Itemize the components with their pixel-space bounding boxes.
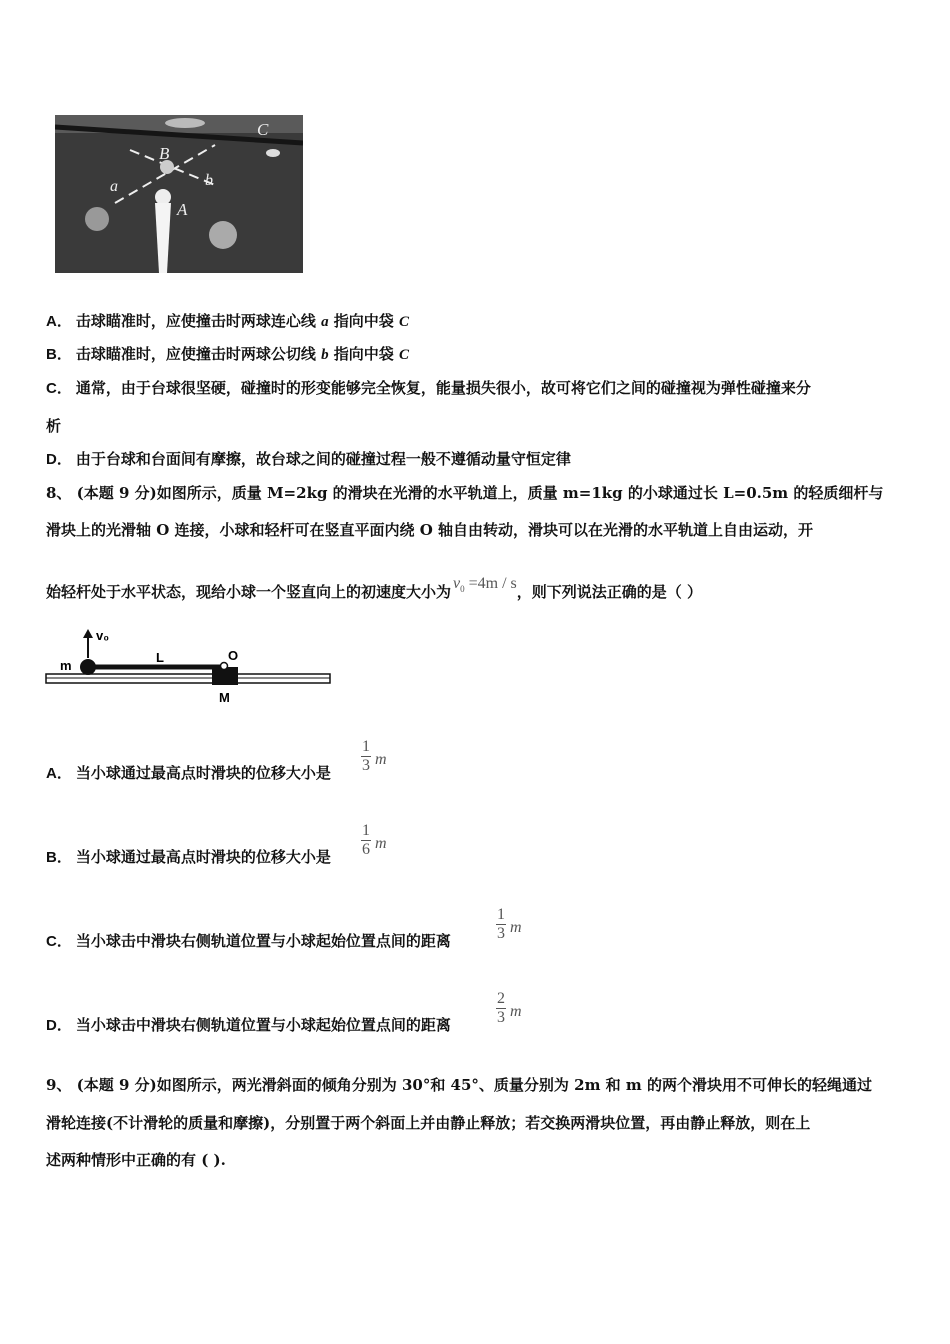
q8-diagram — [44, 628, 334, 712]
q8-option-a-fraction: 1 3 — [362, 738, 370, 774]
label-B: B — [159, 144, 170, 163]
q8-option-b: B． 当小球通过最高点时滑块的位移大小是 — [46, 848, 331, 866]
label-O: O — [228, 648, 239, 663]
q8-option-c-fraction: 1 3 — [497, 906, 505, 942]
label-a: a — [110, 178, 118, 195]
q9-stem-line3: 述两种情形中正确的有 ( ). — [46, 1151, 226, 1169]
q7-option-a: A． 击球瞄准时，应使撞击时两球连心线 a 指向中袋 C — [46, 312, 410, 330]
label-v0: v₀ — [96, 628, 110, 643]
label-C: C — [257, 120, 269, 139]
label-A: A — [177, 200, 188, 219]
label-M: M — [219, 690, 230, 705]
q7-option-c-cont: 析 — [46, 417, 62, 435]
q8-option-b-fraction: 1 6 — [362, 822, 370, 858]
q8-stem-line3: 始轻杆处于水平状态，现给小球一个竖直向上的初速度大小为 $v_0 =4m / s$，则下列说法正确的是（ ） — [46, 575, 702, 601]
q7-option-c: C． 通常，由于台球很坚硬，碰撞时的形变能够完全恢复，能量损失很小，故可将它们之间的碰撞视为弹性碰撞来分 — [46, 379, 811, 397]
q8-option-b-unit: m — [375, 835, 387, 852]
q8-option-d: D． 当小球击中滑块右侧轨道位置与小球起始位置点间的距离 — [46, 1016, 451, 1034]
q8-option-a-unit: m — [375, 751, 387, 768]
label-m: m — [60, 658, 72, 673]
q9-stem-line1: 9、 (本题 9 分)如图所示，两光滑斜面的倾角分别为 30°和 45°、质量分别为 2m 和 m 的两个滑块用不可伸长的轻绳通过 — [46, 1076, 873, 1094]
label-b: b — [205, 172, 213, 189]
label-L: L — [156, 650, 164, 665]
q8-stem-line2: 滑块上的光滑轴 O 连接，小球和轻杆可在竖直平面内绕 O 轴自由转动，滑块可以在光滑的水平轨道上自由运动，开 — [46, 521, 814, 539]
billiards-photo — [55, 115, 303, 273]
v0-formula: $v_0 =4m / s$ — [453, 575, 517, 595]
q7-option-b: B． 击球瞄准时，应使撞击时两球公切线 b 指向中袋 C — [46, 345, 410, 363]
q7-option-d: D． 由于台球和台面间有摩擦，故台球之间的碰撞过程一般不遵循动量守恒定律 — [46, 450, 571, 468]
q8-option-d-unit: m — [510, 1003, 522, 1020]
q8-option-d-fraction: 2 3 — [497, 990, 505, 1026]
q8-option-a: A． 当小球通过最高点时滑块的位移大小是 — [46, 764, 331, 782]
q8-stem-line1: 8、 (本题 9 分)如图所示，质量 M=2kg 的滑块在光滑的水平轨道上，质量 m=1kg 的小球通过长 L=0.5m 的轻质细杆与 — [46, 484, 884, 502]
q8-option-c-unit: m — [510, 919, 522, 936]
q8-option-c: C． 当小球击中滑块右侧轨道位置与小球起始位置点间的距离 — [46, 932, 451, 950]
q9-stem-line2: 滑轮连接(不计滑轮的质量和摩擦)，分别置于两个斜面上并由静止释放；若交换两滑块位置，再由静止释放，则在上 — [46, 1114, 811, 1132]
